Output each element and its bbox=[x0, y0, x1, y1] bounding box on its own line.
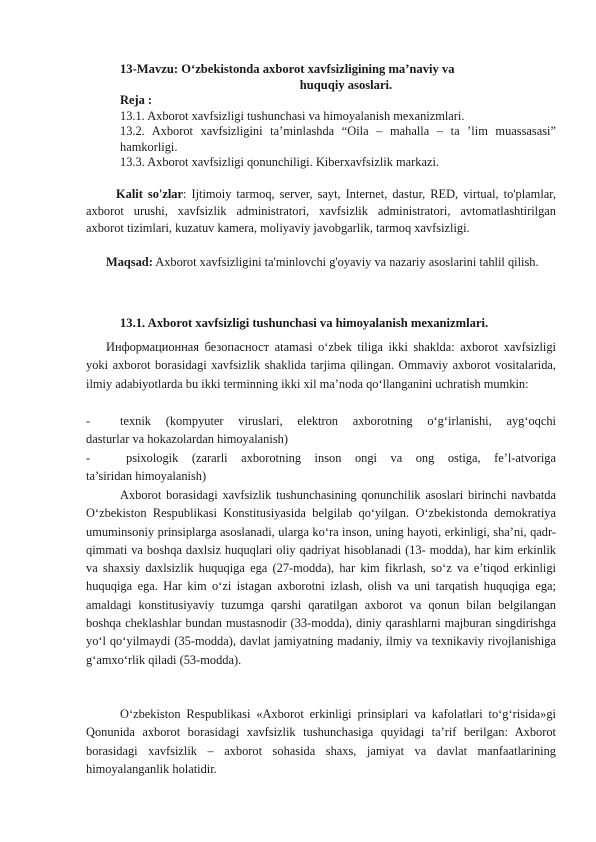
goal-text: Axborot xavfsizligini ta'minlovchi g'oyaviy va nazariy asoslarini tahlil qilish. bbox=[152, 255, 539, 269]
title-line-2: huquqiy asoslari. bbox=[299, 77, 393, 92]
title-line-1: 13-Mavzu: O‘zbekistonda axborot xavfsizligining ma’naviy va bbox=[120, 62, 455, 76]
dash-item-first-line: texnik (kompyuter viruslari, elektron axborotning o‘g‘irlanishi, ayg‘oqchi bbox=[120, 414, 556, 428]
goal-label: Maqsad: bbox=[106, 255, 153, 269]
paragraph-law-definition: O‘zbekiston Respublikasi «Axborot erkinligi prinsiplari va kafolatlari to‘g‘risida»gi Qonunida axborot borasidagi xavfsizlik tushunchasiga quyidagi ta’rif berilgan: Axborot borasidagi xavfsizlik – axborot sohasida shaxs, jamiyat va davlat manfaatlarining himoyalanganlik holatidir. bbox=[86, 707, 556, 776]
keywords-text: : Ijtimoiy tarmoq, server, sayt, Internet, dastur, RED, virtual, to'plamlar, axborot urushi, xavfsizlik administratori, xavfsizlik administratori, avtomatlashtirilgan axborot tizimlari, kuzatuv kamera, moliyaviy javobgarlik, tarmoq xavfsizligi. bbox=[86, 187, 556, 235]
dash-item-technical bbox=[86, 412, 556, 449]
plan-item: 13.2. Axborot xavfsizligini ta’minlashda “Oila – mahalla – ta ’lim muassasasi” hamkorligi. bbox=[120, 124, 556, 154]
dash-marker: - bbox=[86, 414, 91, 428]
keywords-label: Kalit so'zlar bbox=[116, 187, 183, 201]
dash-item-rest: dasturlar va hokazolardan himoyalanish) bbox=[86, 432, 288, 447]
keywords-paragraph bbox=[86, 186, 556, 237]
section-heading: 13.1. Axborot xavfsizligi tushunchasi va himoyalanish mexanizmlari. bbox=[120, 316, 489, 330]
dash-item-psychological bbox=[86, 449, 556, 486]
plan-item: 13.1. Axborot xavfsizligi tushunchasi va himoyalanish mexanizmlari. bbox=[120, 108, 465, 123]
dash-item-rest: ta’siridan himoyalanish) bbox=[86, 469, 207, 484]
paragraph-constitution: Axborot borasidagi xavfsizlik tushunchasining qonunchilik asoslari birinchi navbatda O‘zbekiston Respublikasi Konstitusiyasida belgilab qo‘yilgan. O‘zbekistonda demokratiya umuminsoniy prinsiplarga asoslanadi, ularga ko‘ra inson, uning hayoti, erkinligi, sha’ni, qadr-qimmati va boshqa daxlsiz huquqlari oliy qadriyat hisoblanadi (13- modda), har kim erkinlik va shaxsiy daxlsizlik huquqiga ega (27-modda), har kim fikrlash, so‘z va e’tiqod erkinligi huquqiga ega. Har kim o‘zi istagan axborotni izlash, olish va uni tarqatish huquqiga ega; amaldagi konstitusiyaviy tuzumga qarshi qaratilgan axborot va qonun bilan belgilangan boshqa cheklashlar bundan mustasnodir (33-modda), diniy qarashlarni majburan singdirishga yo‘l qo‘yilmaydi (35-modda), davlat jamiyatning madaniy, ilmiy va texnikaviy rivojlanishiga g‘amxo‘rlik qiladi (53-modda). bbox=[86, 488, 556, 667]
dash-item-first-line: psixologik (zararli axborotning inson ongi va ong ostiga, fe’l-atvoriga bbox=[126, 451, 556, 465]
document-title bbox=[86, 62, 556, 93]
paragraph-terms: Информационная безопасност atamasi o‘zbek tiliga ikki shaklda: axborot xavfsizligi yoki axborot borasidagi xavfsizlik shaklida tarjima qilingan. Ommaviy axborot vositalarida, ilmiy adabiyotlarda bu ikki terminning ikki xil ma’noda qo‘llanganini uchratish mumkin: bbox=[86, 340, 556, 391]
goal-paragraph bbox=[86, 254, 556, 271]
plan-item: 13.3. Axborot xavfsizligi qonunchiligi. Kiberxavfsizlik markazi. bbox=[120, 155, 439, 169]
dash-marker: - bbox=[86, 451, 91, 465]
plan-block bbox=[120, 93, 556, 171]
plan-label: Reja : bbox=[120, 93, 152, 107]
